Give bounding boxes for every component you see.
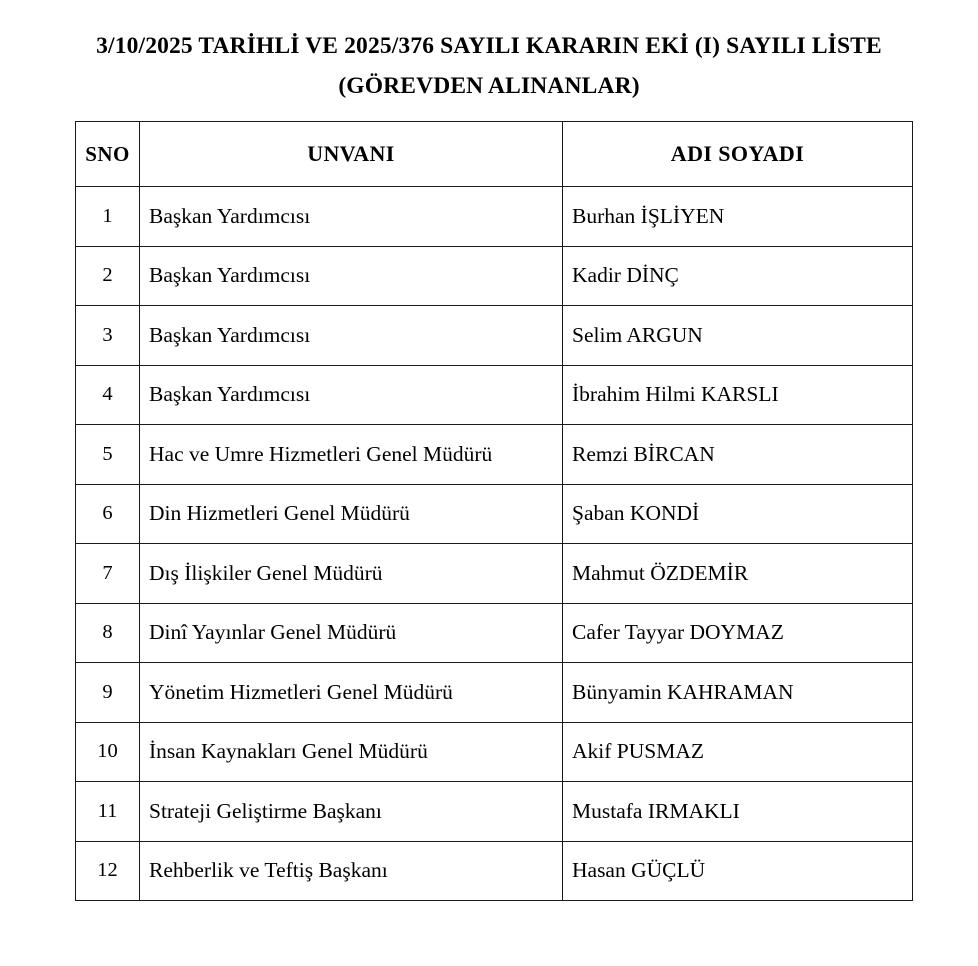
cell-sno: 9 [76,663,140,723]
title-line-2: (GÖREVDEN ALINANLAR) [338,73,640,99]
cell-adi-soyadi: Şaban KONDİ [563,484,913,544]
table-row [76,425,913,485]
table-row [76,306,913,366]
cell-sno: 3 [76,306,140,366]
cell-sno: 10 [76,722,140,782]
cell-unvani: Din Hizmetleri Genel Müdürü [140,484,563,544]
column-header-adi-soyadi: ADI SOYADI [563,122,913,187]
cell-unvani: Dış İlişkiler Genel Müdürü [140,544,563,604]
table-header [76,122,913,187]
table-row [76,187,913,247]
table-row [76,782,913,842]
table-row [76,544,913,604]
table-row [76,722,913,782]
table-row [76,365,913,425]
cell-adi-soyadi: Selim ARGUN [563,306,913,366]
table-header-row [76,122,913,187]
cell-unvani: Yönetim Hizmetleri Genel Müdürü [140,663,563,723]
cell-unvani: Başkan Yardımcısı [140,246,563,306]
column-header-sno: SNO [76,122,140,187]
cell-sno: 7 [76,544,140,604]
cell-adi-soyadi: Bünyamin KAHRAMAN [563,663,913,723]
cell-unvani: Başkan Yardımcısı [140,365,563,425]
cell-unvani: Hac ve Umre Hizmetleri Genel Müdürü [140,425,563,485]
cell-unvani: Başkan Yardımcısı [140,306,563,366]
table-body [76,187,913,901]
cell-unvani: Dinî Yayınlar Genel Müdürü [140,603,563,663]
cell-unvani: Başkan Yardımcısı [140,187,563,247]
cell-adi-soyadi: Akif PUSMAZ [563,722,913,782]
cell-adi-soyadi: İbrahim Hilmi KARSLI [563,365,913,425]
cell-sno: 6 [76,484,140,544]
cell-sno: 11 [76,782,140,842]
cell-adi-soyadi: Remzi BİRCAN [563,425,913,485]
cell-adi-soyadi: Kadir DİNÇ [563,246,913,306]
cell-adi-soyadi: Mahmut ÖZDEMİR [563,544,913,604]
cell-adi-soyadi: Mustafa IRMAKLI [563,782,913,842]
title-line-1: 3/10/2025 TARİHLİ VE 2025/376 SAYILI KARARIN EKİ (I) SAYILI LİSTE [96,33,882,59]
table-row [76,603,913,663]
cell-sno: 1 [76,187,140,247]
cell-adi-soyadi: Cafer Tayyar DOYMAZ [563,603,913,663]
cell-sno: 5 [76,425,140,485]
page-title [0,26,978,106]
cell-adi-soyadi: Burhan İŞLİYEN [563,187,913,247]
cell-sno: 8 [76,603,140,663]
cell-adi-soyadi: Hasan GÜÇLÜ [563,841,913,901]
cell-unvani: Strateji Geliştirme Başkanı [140,782,563,842]
cell-unvani: İnsan Kaynakları Genel Müdürü [140,722,563,782]
cell-sno: 2 [76,246,140,306]
table-row [76,484,913,544]
table-row [76,841,913,901]
column-header-unvani: UNVANI [140,122,563,187]
table-row [76,663,913,723]
cell-sno: 4 [76,365,140,425]
dismissal-list-table [75,121,913,901]
table-row [76,246,913,306]
cell-unvani: Rehberlik ve Teftiş Başkanı [140,841,563,901]
cell-sno: 12 [76,841,140,901]
